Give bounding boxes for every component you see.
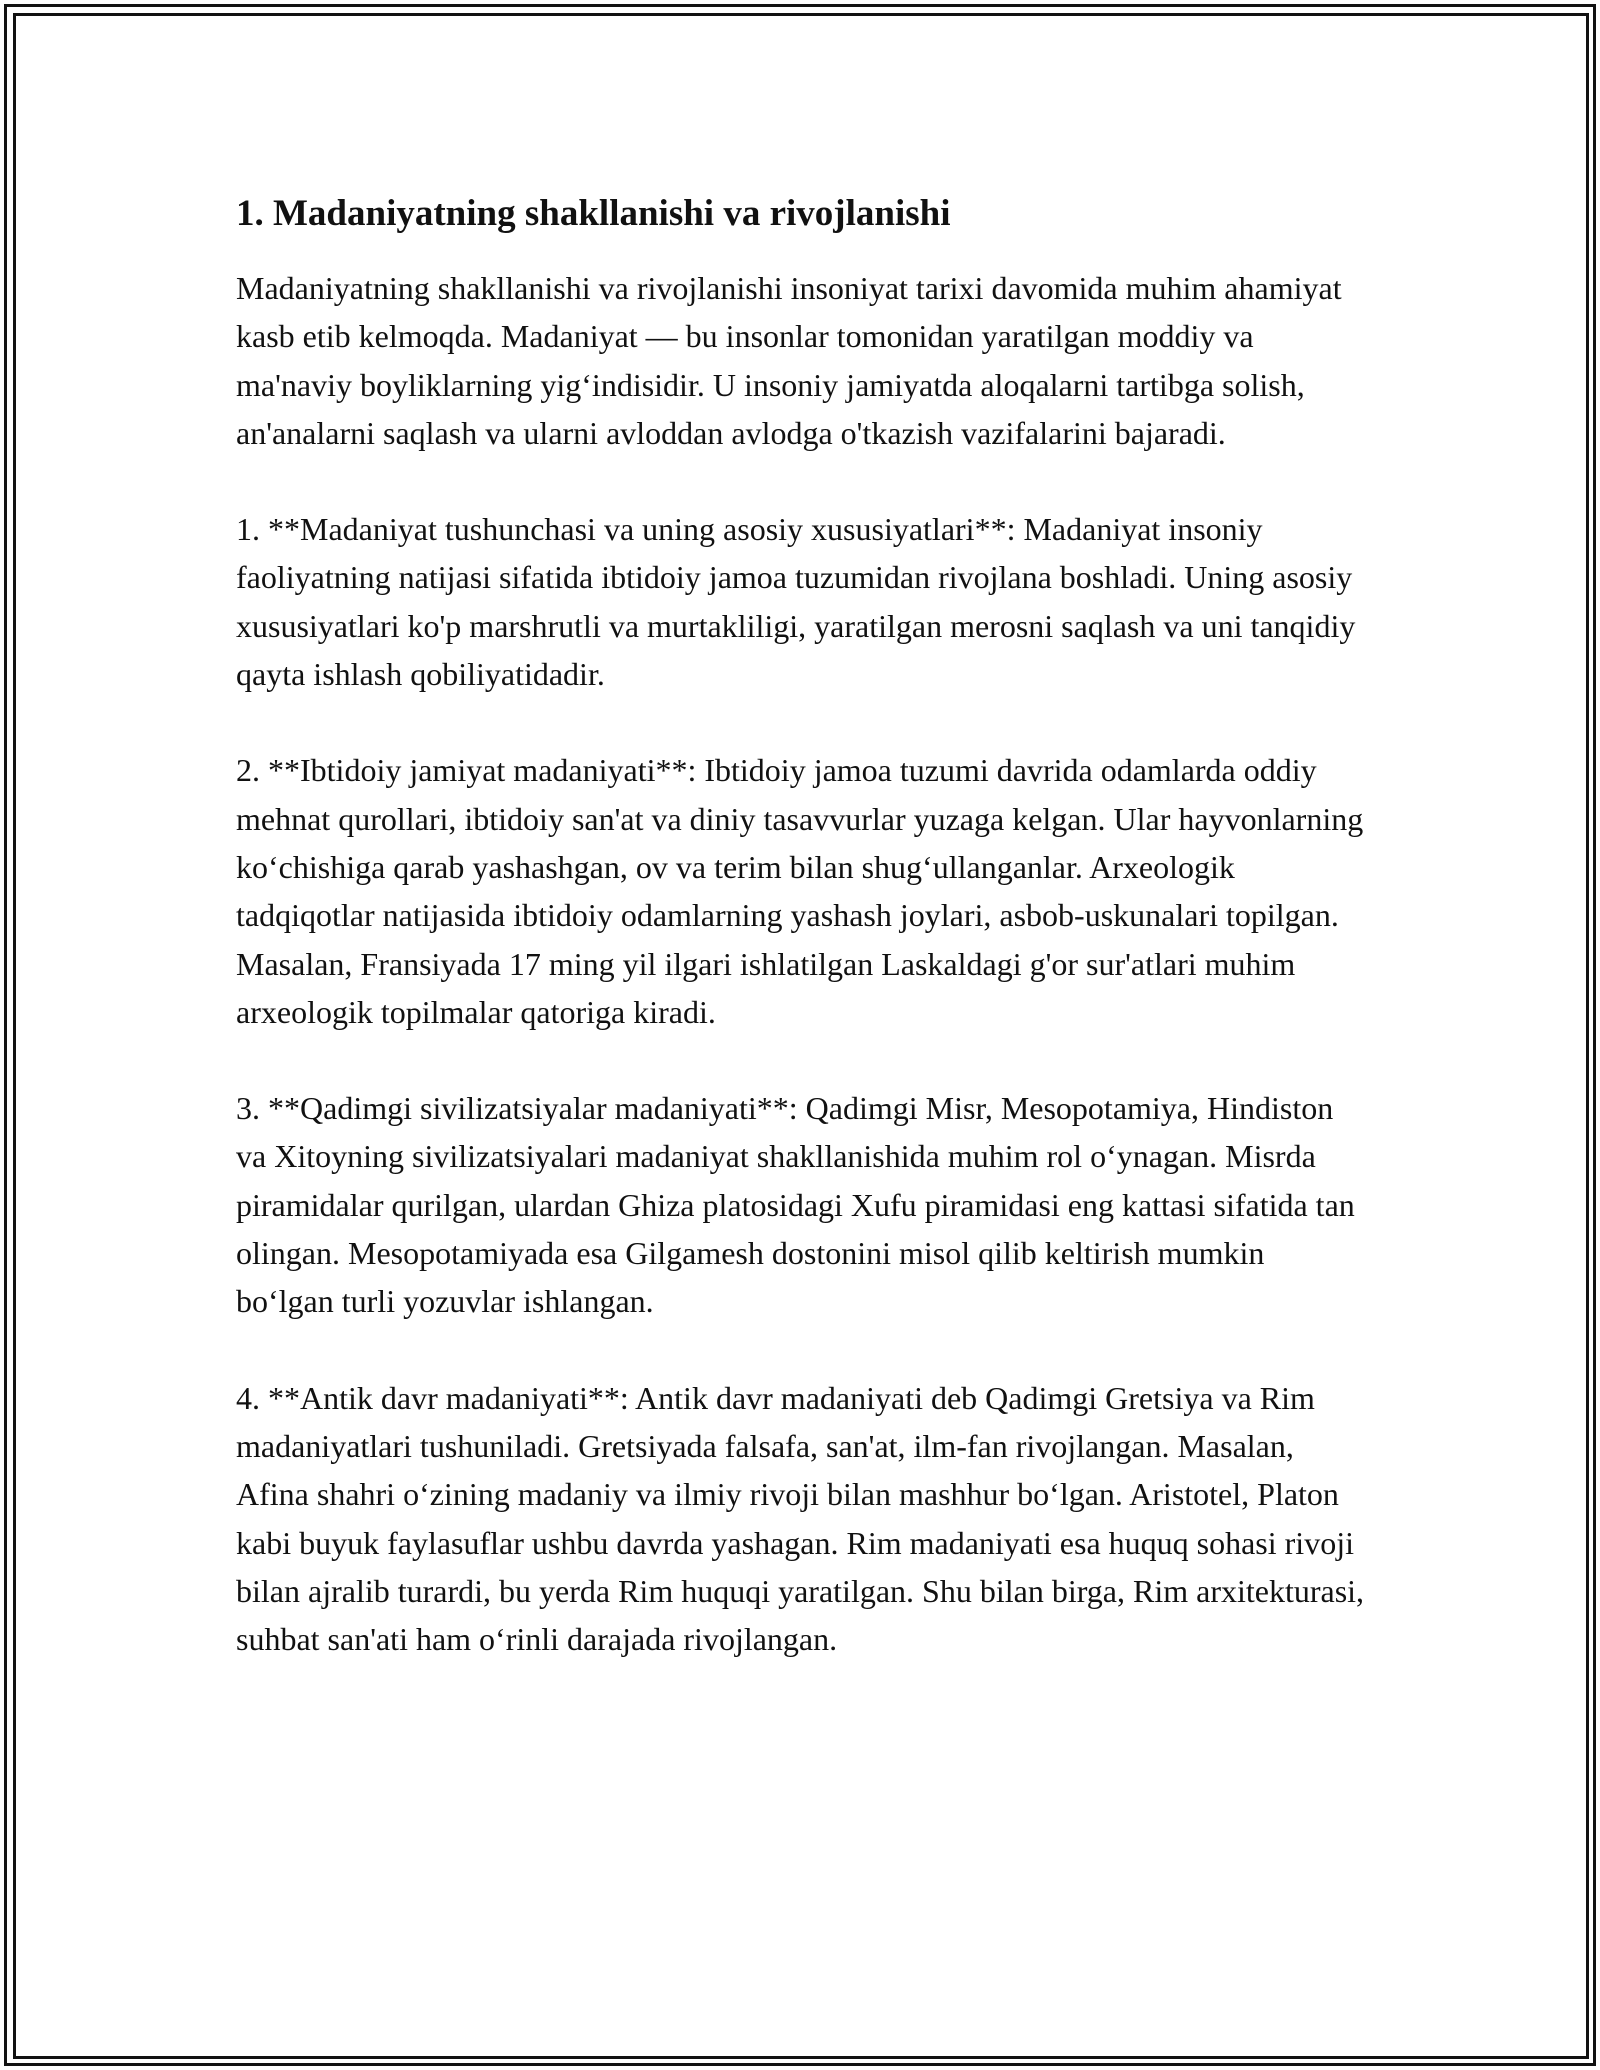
section-1-paragraph: 1. **Madaniyat tushunchasi va uning asosiy xususiyatlari**: Madaniyat insoniy faoliyatning natijasi sifatida ibtidoiy jamoa tuzumidan rivojlana boshladi. Uning asosiy xususiyatlari ko'p marshrutli va murtakliligi, yaratilgan merosni saqlash va uni tanqidiy qayta ishlash qobiliyatidadir. xyxy=(236,511,1356,693)
section-2-paragraph: 2. **Ibtidoiy jamiyat madaniyati**: Ibtidoiy jamoa tuzumi davrida odamlarda oddiy mehnat qurollari, ibtidoiy san'at va diniy tasavvurlar yuzaga kelgan. Ular hayvonlarning ko‘chishiga qarab yashashgan, ov va terim bilan shug‘ullanganlar. Arxeologik tadqiqotlar natijasida ibtidoiy odamlarning yashash joylari, asbob-uskunalari topilgan. Masalan, Fransiyada 17 ming yil ilgari ishlatilgan Laskaldagi g'or sur'atlari muhim arxeologik topilmalar qatoriga kiradi. xyxy=(236,752,1364,1030)
section-3-paragraph: 3. **Qadimgi sivilizatsiyalar madaniyati**: Qadimgi Misr, Mesopotamiya, Hindiston va Xitoyning sivilizatsiyalari madaniyat shakllanishida muhim rol o‘ynagan. Misrda piramidalar qurilgan, ulardan Ghiza platosidagi Xufu piramidasi eng kattasi sifatida tan olingan. Mesopotamiyada esa Gilgamesh dostonini misol qilib keltirish mumkin bo‘lgan turli yozuvlar ishlangan. xyxy=(236,1090,1355,1320)
document-title: 1. Madaniyatning shakllanishi va rivojlanishi xyxy=(236,193,951,234)
document-body xyxy=(236,186,1366,1711)
section-4-paragraph: 4. **Antik davr madaniyati**: Antik davr madaniyati deb Qadimgi Gretsiya va Rim madaniyatlari tushuniladi. Gretsiyada falsafa, san'at, ilm-fan rivojlangan. Masalan, Afina shahri o‘zining madaniy va ilmiy rivoji bilan mashhur bo‘lgan. Aristotel, Platon kabi buyuk faylasuflar ushbu davrda yashagan. Rim madaniyati esa huquq sohasi rivoji bilan ajralib turardi, bu yerda Rim huquqi yaratilgan. Shu bilan birga, Rim arxitekturasi, suhbat san'ati ham o‘rinli darajada rivojlangan. xyxy=(236,1379,1365,1658)
intro-paragraph: Madaniyatning shakllanishi va rivojlanishi insoniyat tarixi davomida muhim ahamiyat kasb etib kelmoqda. Madaniyat — bu insonlar tomonidan yaratilgan moddiy va ma'naviy boyliklarning yig‘indisidir. U insoniy jamiyatda aloqalarni tartibga solish, an'analarni saqlash va ularni avloddan avlodga o'tkazish vazifalarini bajaradi. xyxy=(236,270,1342,451)
